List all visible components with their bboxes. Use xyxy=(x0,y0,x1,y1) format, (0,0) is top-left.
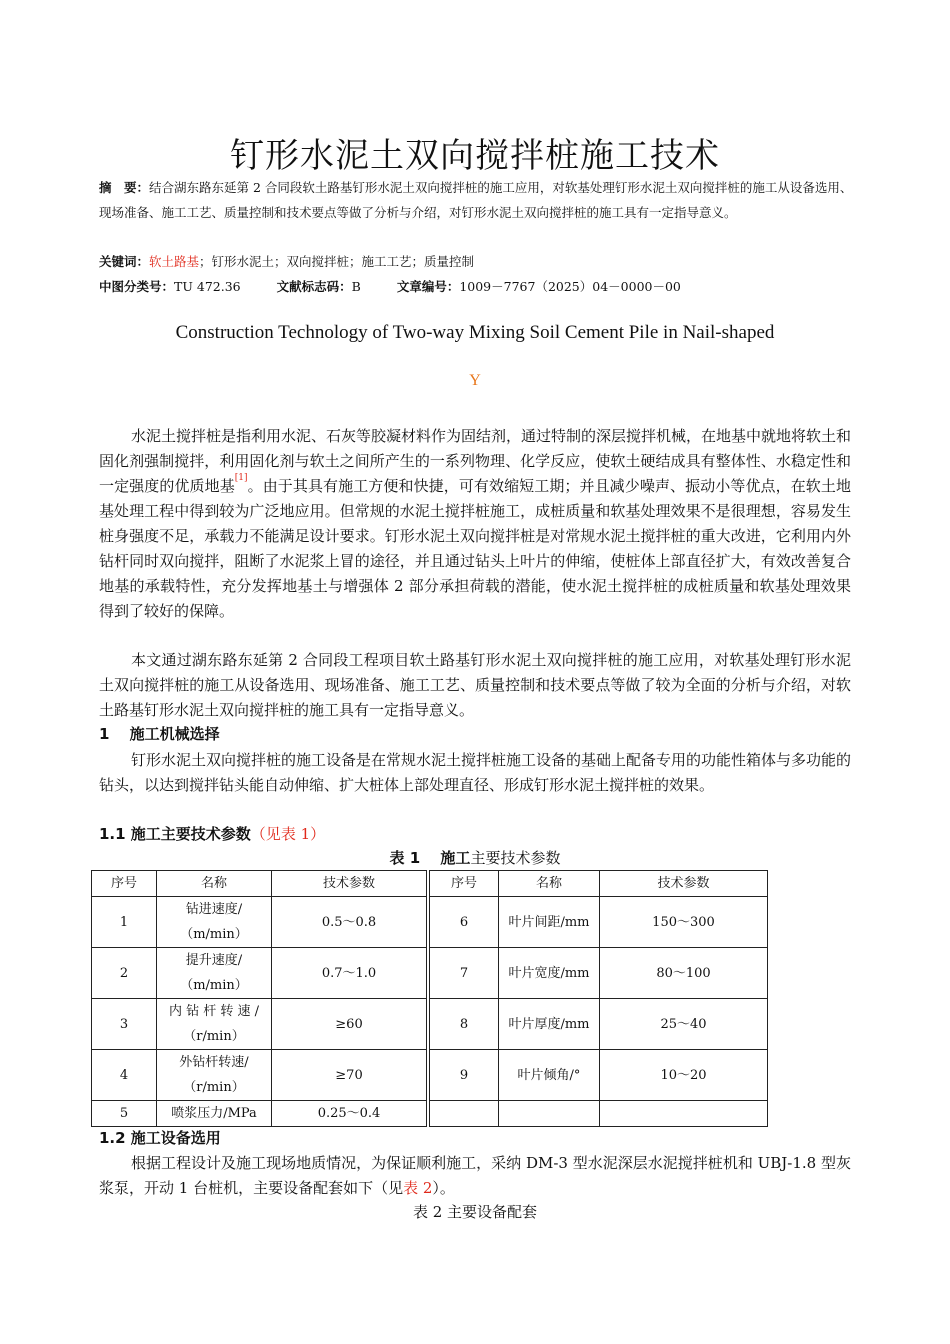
section-1-1-title: 1.1 施工主要技术参数 xyxy=(99,825,251,843)
table-header-cell: 序号 xyxy=(92,871,157,897)
intro-paragraph-1 xyxy=(99,424,851,624)
table-1-caption-rest: 主要技术参数 xyxy=(470,849,561,867)
table-cell: 1 xyxy=(92,897,157,948)
table-row xyxy=(92,948,768,999)
table-cell xyxy=(600,1101,768,1127)
param-name-line-1: 外钻杆转速/ xyxy=(179,1055,249,1070)
table-cell: 叶片宽度/mm xyxy=(499,948,600,999)
table-cell: 叶片间距/mm xyxy=(499,897,600,948)
table-cell: 9 xyxy=(430,1050,499,1101)
table-cell: 0.25～0.4 xyxy=(272,1101,427,1127)
param-name-line-1: 提升速度/ xyxy=(185,953,243,968)
table-1-caption xyxy=(0,847,950,868)
keywords-rest: ；钉形水泥土；双向搅拌桩；施工工艺；质量控制 xyxy=(199,254,475,269)
table-header-row xyxy=(92,871,768,897)
table-cell: 喷浆压力/MPa xyxy=(157,1101,272,1127)
param-name-line-1: 内 钻 杆 转 速 / xyxy=(168,1004,260,1019)
table-1-caption-bold: 表 1 施工 xyxy=(389,849,471,867)
abstract-text: 结合湖东路东延第 2 合同段软土路基钉形水泥土双向搅拌桩的施工应用，对软基处理钉形水泥土双向搅拌桩的施工从设备选用、现场准备、施工工艺、质量控制和技术要点等做了分析与介绍，对钉形水泥土双向搅拌桩的施工具有一定指导意义。 xyxy=(99,180,853,220)
table-cell: 7 xyxy=(430,948,499,999)
doc-code-label: 文献标志码： xyxy=(276,279,352,294)
article-number-value: 1009－7767（2025）04－0000－00 xyxy=(459,279,681,294)
section-1-heading: 1 施工机械选择 xyxy=(99,725,220,743)
author: Y xyxy=(469,372,481,389)
table-header-cell: 技术参数 xyxy=(600,871,768,897)
table-cell: 150～300 xyxy=(600,897,768,948)
classification-line xyxy=(99,274,859,299)
table-row xyxy=(92,1101,768,1127)
table-cell: 叶片倾角/° xyxy=(499,1050,600,1101)
table-2-link[interactable]: 表 2 xyxy=(403,1179,433,1197)
section-1-2-text-b: ）。 xyxy=(432,1179,455,1197)
table-cell: 2 xyxy=(92,948,157,999)
doc-code-value: B xyxy=(351,279,361,294)
table-1-link[interactable]: 表 1 xyxy=(280,825,311,843)
table-2-caption: 表 2 主要设备配套 xyxy=(412,1203,538,1221)
intro-paragraph-2: 本文通过湖东路东延第 2 合同段工程项目软土路基钉形水泥土双向搅拌桩的施工应用，对软基处理钉形水泥土双向搅拌桩的施工从设备选用、现场准备、施工工艺、质量控制和技术要点等做了较为全面的分析与介绍，对软土路基钉形水泥土双向搅拌桩的施工具有一定指导意义。 xyxy=(99,651,851,719)
table-header-cell: 名称 xyxy=(499,871,600,897)
table-cell: 3 xyxy=(92,999,157,1050)
table-cell: 5 xyxy=(92,1101,157,1127)
table-row xyxy=(92,897,768,948)
english-title: Construction Technology of Two-way Mixing Soil Cement Pile in Nail-shaped xyxy=(175,322,775,343)
table-cell: 80～100 xyxy=(600,948,768,999)
table-1 xyxy=(91,870,768,1127)
param-name-line-1: 钻进速度/ xyxy=(185,902,243,917)
table-row xyxy=(92,1050,768,1101)
table-cell: 0.5～0.8 xyxy=(272,897,427,948)
intro-text-part-2: 。由于其具有施工方便和快捷，可有效缩短工期；并且减少噪声、振动小等优点，在软土地基处理工程中得到较为广泛地应用。但常规的水泥土搅拌桩施工，成桩质量和软基处理效果不是很理想，容易发生桩身强度不足，承载力不能满足设计要求。钉形水泥土双向搅拌桩是对常规水泥土搅拌桩的重大改进，它利用内外钻杆同时双向搅拌，阻断了水泥浆上冒的途径，并且通过钻头上叶片的伸缩，使桩体上部直径扩大，有效改善复合地基的承载特性，充分发挥地基土与增强体 2 部分承担荷载的潜能，使水泥土搅拌桩的成桩质量和软基处理效果得到了较好的保障。 xyxy=(99,477,851,620)
keywords-label: 关键词： xyxy=(99,254,150,269)
table-header-cell: 名称 xyxy=(157,871,272,897)
keywords xyxy=(99,249,859,274)
section-1-2-heading: 1.2 施工设备选用 xyxy=(99,1129,221,1147)
table-cell: 4 xyxy=(92,1050,157,1101)
table-header-cell: 序号 xyxy=(430,871,499,897)
param-name-line-2: （r/min） xyxy=(183,1080,245,1095)
table-cell: 8 xyxy=(430,999,499,1050)
section-1-paragraph: 钉形水泥土双向搅拌桩的施工设备是在常规水泥土搅拌桩施工设备的基础上配备专用的功能性箱体与多功能的钻头，以达到搅拌钻头能自动伸缩、扩大桩体上部处理直径、形成钉形水泥土搅拌桩的效果。 xyxy=(99,751,852,794)
section-1-2-text-a: 根据工程设计及施工现场地质情况，为保证顺利施工，采纳 DM-3 型水泥深层水泥搅拌桩机和 UBJ-1.8 型灰浆泵，开动 1 台桩机，主要设备配套如下（见 xyxy=(99,1154,851,1197)
paper-title: 钉形水泥土双向搅拌桩施工技术 xyxy=(230,136,720,176)
table-cell: 6 xyxy=(430,897,499,948)
clc-value: TU 472.36 xyxy=(174,279,241,294)
table-cell: 10～20 xyxy=(600,1050,768,1101)
citation-link[interactable]: [1] xyxy=(234,473,248,483)
param-name-line-2: （r/min） xyxy=(183,1029,245,1044)
param-name-line-2: （m/min） xyxy=(180,927,248,942)
table-ref-open: （见 xyxy=(250,825,281,843)
section-1-2-paragraph xyxy=(99,1151,851,1201)
table-ref-close: ） xyxy=(310,825,326,843)
section-1-1-heading xyxy=(99,823,325,845)
table-cell xyxy=(157,948,272,999)
param-name-line-2: （m/min） xyxy=(180,978,248,993)
table-cell xyxy=(157,1050,272,1101)
table-row xyxy=(92,999,768,1050)
abstract xyxy=(99,175,859,225)
clc-label: 中图分类号： xyxy=(99,279,175,294)
keyword-highlight: 软土路基 xyxy=(149,254,200,269)
table-cell: 叶片厚度/mm xyxy=(499,999,600,1050)
abstract-label: 摘 要： xyxy=(99,180,150,195)
table-cell xyxy=(430,1101,499,1127)
table-cell: ≥60 xyxy=(272,999,427,1050)
table-cell: 0.7～1.0 xyxy=(272,948,427,999)
table-cell xyxy=(157,999,272,1050)
table-cell: 25～40 xyxy=(600,999,768,1050)
intro-text-part-1: 水泥土搅拌桩是指利用水泥、石灰等胶凝材料作为固结剂，通过特制的深层搅拌机械，在地基中就地将软土和固化剂强制搅拌，利用固化剂与软土之间所产生的一系列物理、化学反应，使软土硬结成具有整体性、水稳定性和一定强度的优质地基 xyxy=(99,427,852,495)
article-number-label: 文章编号： xyxy=(396,279,460,294)
table-header-cell: 技术参数 xyxy=(272,871,427,897)
table-cell xyxy=(157,897,272,948)
table-cell: ≥70 xyxy=(272,1050,427,1101)
table-cell xyxy=(499,1101,600,1127)
